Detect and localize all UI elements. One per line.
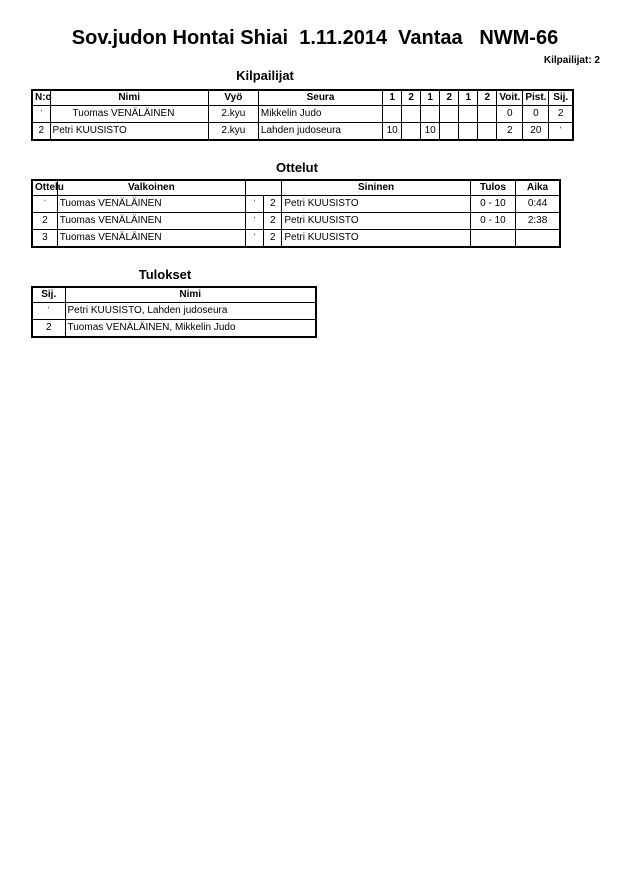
header-no: N:o [32,90,50,106]
round-score [459,123,478,141]
match-no: 3 [32,230,57,248]
table-row [32,123,573,141]
white-no: ʼ [246,230,264,248]
header-belt: Vyö [208,90,258,106]
header-time: Aika [516,180,560,196]
round-score: 10 [383,123,402,141]
match-time [516,230,560,248]
competitor-no: 2 [32,123,50,141]
table-row [32,213,560,230]
blue-no: 2 [264,213,282,230]
result-name: Petri KUUSISTO, Lahden judoseura [65,303,316,320]
header-points: Pist. [523,90,549,106]
header-blue: Sininen [282,180,470,196]
table-row [32,106,573,123]
white-competitor: Tuomas VENÄLÄINEN [57,213,245,230]
round-score [478,106,497,123]
results-header-row [32,287,316,303]
header-round-2: 2 [402,90,421,106]
table-row [32,320,316,338]
competitor-points: 20 [523,123,549,141]
round-score [402,123,421,141]
white-no: ʼ [246,196,264,213]
round-score [402,106,421,123]
competitor-name: Tuomas VENÄLÄINEN [50,106,208,123]
result-name: Tuomas VENÄLÄINEN, Mikkelin Judo [65,320,316,338]
round-score [383,106,402,123]
header-round-1: 1 [383,90,402,106]
round-score [478,123,497,141]
matches-title: Ottelut [276,160,318,175]
header-place: Sij. [32,287,65,303]
match-result [470,230,515,248]
results-table [31,286,317,338]
white-competitor: Tuomas VENÄLÄINEN [57,196,245,213]
competitor-belt: 2.kyu [208,123,258,141]
header-round-6: 2 [478,90,497,106]
match-time: 2:38 [516,213,560,230]
header-name: Nimi [50,90,208,106]
blue-no: 2 [264,230,282,248]
match-time: 0:44 [516,196,560,213]
results-title: Tulokset [138,267,192,282]
competitor-club: Lahden judoseura [258,123,382,141]
match-no: ʼ [32,196,57,213]
header-wins: Voit. [497,90,523,106]
match-result: 0 - 10 [470,213,515,230]
blue-competitor: Petri KUUSISTO [282,213,470,230]
result-place: ʼ [32,303,65,320]
page-title: Sov.judon Hontai Shiai 1.11.2014 Vantaa NWM-66 [71,27,559,49]
table-row [32,230,560,248]
competitor-club: Mikkelin Judo [258,106,382,123]
competitor-place: ʼ [549,123,573,141]
round-score [459,106,478,123]
header-match: Ottelu [32,180,57,196]
blue-no: 2 [264,196,282,213]
round-score [440,106,459,123]
matches-header-row [32,180,560,196]
competitors-header-row [32,90,573,106]
table-row [32,303,316,320]
competitor-name: Petri KUUSISTO [50,123,208,141]
match-no: 2 [32,213,57,230]
header-round-5: 1 [459,90,478,106]
header-white: Valkoinen [57,180,245,196]
blue-competitor: Petri KUUSISTO [282,230,470,248]
round-score: 10 [421,123,440,141]
competitor-place: 2 [549,106,573,123]
competitor-wins: 2 [497,123,523,141]
header-place: Sij. [549,90,573,106]
round-score [440,123,459,141]
competitors-table [31,89,574,141]
header-club: Seura [258,90,382,106]
competitors-title: Kilpailijat [236,68,294,83]
white-competitor: Tuomas VENÄLÄINEN [57,230,245,248]
competitor-points: 0 [523,106,549,123]
matches-table [31,179,561,248]
competitor-wins: 0 [497,106,523,123]
round-score [421,106,440,123]
header-name: Nimi [65,287,316,303]
header-round-3: 1 [421,90,440,106]
competitor-no: ʼ [32,106,50,123]
header-round-4: 2 [440,90,459,106]
competitor-belt: 2.kyu [208,106,258,123]
header-result: Tulos [470,180,515,196]
match-result: 0 - 10 [470,196,515,213]
white-no: ʼ [246,213,264,230]
table-row [32,196,560,213]
blue-competitor: Petri KUUSISTO [282,196,470,213]
result-place: 2 [32,320,65,338]
competitor-count: Kilpailijat: 2 [543,55,600,66]
